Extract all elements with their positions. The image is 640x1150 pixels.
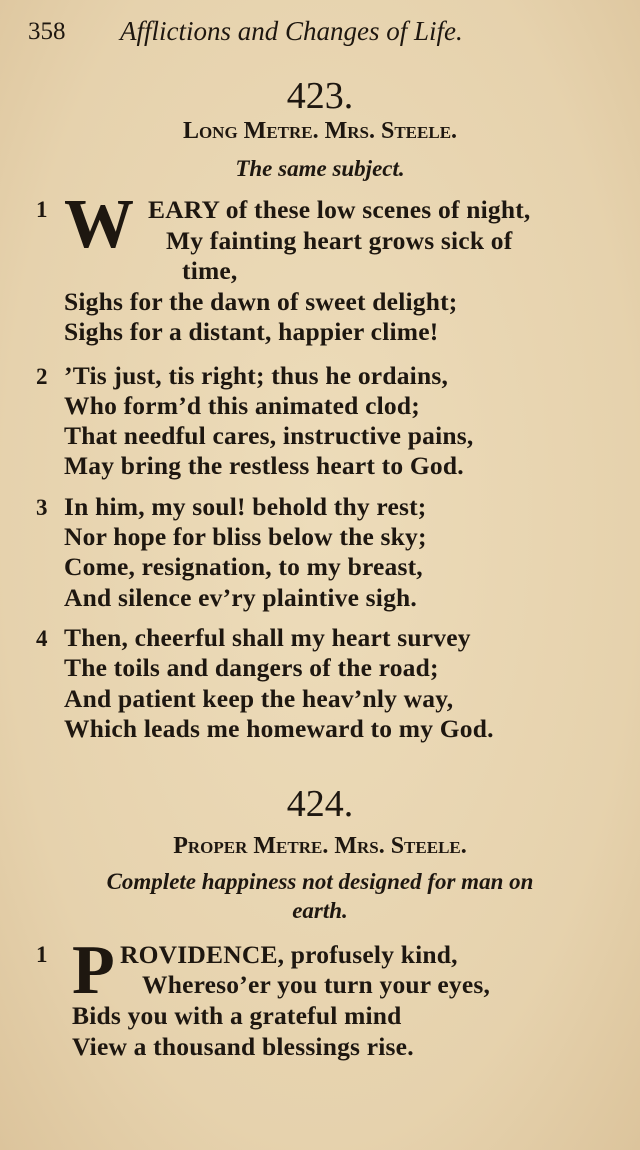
- hymn-metre: Long Metre. Mrs. Steele.: [182, 118, 458, 144]
- verse-line: ’Tis just, tis right; thus he ordains,: [64, 361, 449, 390]
- verse-line: Whereso’er you turn your eyes,: [142, 970, 491, 999]
- verse-line: The toils and dangers of the road;: [64, 653, 439, 682]
- hymn-number: 423.: [286, 75, 354, 117]
- verse-number: 1: [36, 197, 48, 222]
- hymn-metre: Proper Metre. Mrs. Steele.: [173, 833, 467, 859]
- hymn-subject: Complete happiness not designed for man on: [106, 869, 534, 894]
- drop-cap: W: [64, 186, 134, 263]
- verse-line: May bring the restless heart to God.: [64, 451, 464, 480]
- verse-line: Which leads me homeward to my God.: [64, 714, 494, 743]
- verse-number: 2: [36, 364, 48, 389]
- verse-line: My fainting heart grows sick of: [166, 226, 513, 255]
- verse-line: Sighs for the dawn of sweet delight;: [64, 287, 458, 316]
- verse-line: Bids you with a grateful mind: [72, 1001, 402, 1030]
- hymn-subject: earth.: [292, 898, 348, 923]
- hymn-number: 424.: [286, 783, 354, 825]
- verse-line: time,: [182, 256, 238, 285]
- verse-line: EARY of these low scenes of night,: [148, 195, 531, 224]
- verse-line: In him, my soul! behold thy rest;: [64, 492, 427, 521]
- verse-line: Then, cheerful shall my heart survey: [64, 623, 471, 652]
- verse-line: View a thousand blessings rise.: [72, 1032, 414, 1061]
- verse-line: Sighs for a distant, happier clime!: [64, 317, 439, 346]
- verse-line: Come, resignation, to my breast,: [64, 552, 423, 581]
- verse-line: Who form’d this animated clod;: [64, 391, 420, 420]
- verse-line: And patient keep the heav’nly way,: [64, 684, 454, 713]
- drop-cap: P: [72, 932, 115, 1009]
- running-title: Afflictions and Changes of Life.: [120, 16, 463, 46]
- verse-line: Nor hope for bliss below the sky;: [64, 522, 427, 551]
- page-number: 358: [28, 18, 66, 45]
- verse-line: ROVIDENCE, profusely kind,: [120, 940, 458, 969]
- verse-line: And silence ev’ry plaintive sigh.: [64, 583, 417, 612]
- verse-number: 4: [36, 626, 48, 651]
- verse-number: 3: [36, 495, 48, 520]
- verse-line: That needful cares, instructive pains,: [64, 421, 474, 450]
- hymn-subject: The same subject.: [235, 156, 405, 181]
- verse-number: 1: [36, 942, 48, 967]
